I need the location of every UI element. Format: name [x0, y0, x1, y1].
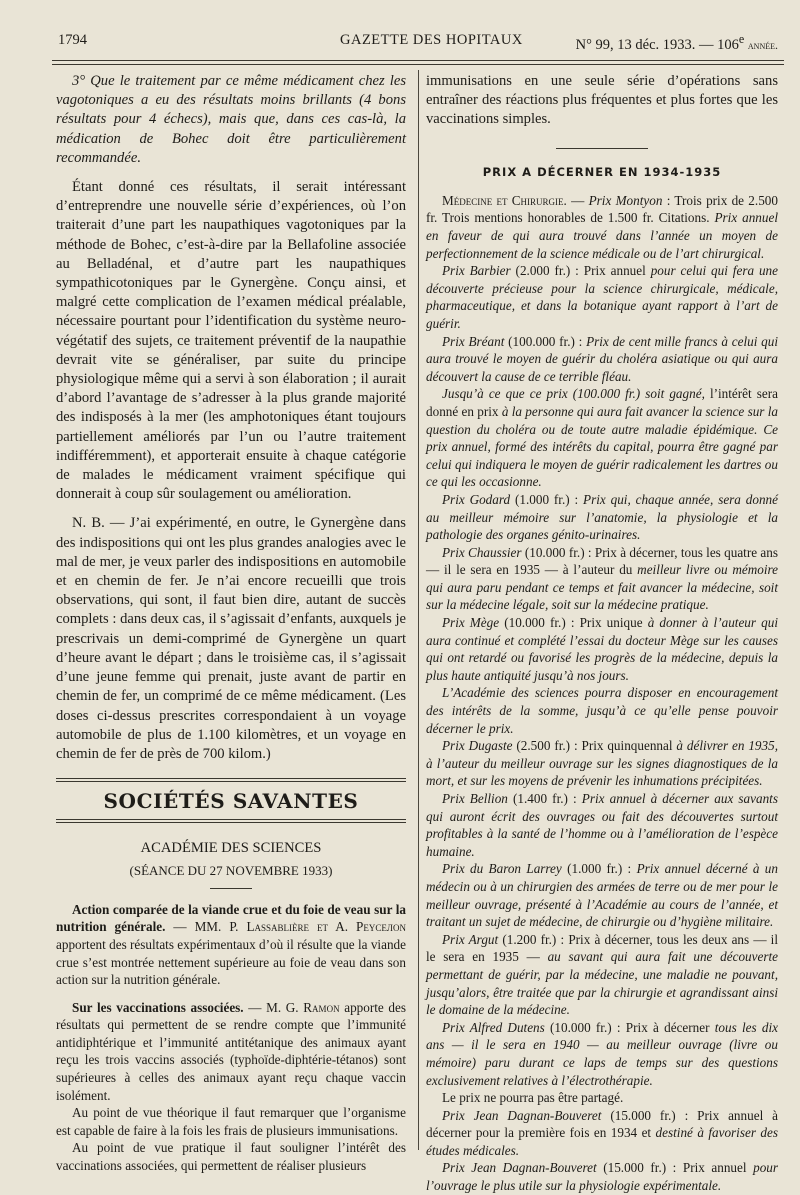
- prix-text: (10.000 fr.) : Prix unique: [499, 615, 648, 631]
- communication-vaccinations-author: Ramon: [303, 999, 340, 1015]
- spacer: [56, 168, 406, 178]
- prix-mege: [426, 614, 778, 684]
- prix-description: Prix qui, chaque année, sera donné au meilleur mémoire sur l’anatomie, la physiologie et la pathologie des organes génito-urinaires.: [426, 491, 778, 543]
- prix-larrey: [426, 860, 778, 930]
- prix-description: à délivrer en 1935, à l’auteur du meilleur ouvrage sur les signes diagnostiques de la mort, et sur les moyens de prévenir les inhumations précipitées.: [426, 738, 778, 789]
- header-rule-bottom: [52, 64, 784, 65]
- prix-text: l’intérêt sera donné en prix: [426, 386, 778, 419]
- conclusion-point-3: [56, 72, 406, 168]
- spacer: [56, 504, 406, 514]
- prix-dagnan-2: [426, 1159, 778, 1194]
- issue-line: [576, 32, 778, 54]
- prix-text: (2.500 fr.) : Prix quinquennal: [512, 738, 677, 754]
- prix-name: Prix Barbier: [442, 263, 511, 279]
- prix-name: Prix Argut: [442, 931, 499, 947]
- prix-argut: [426, 931, 778, 1019]
- communication-viande: [56, 901, 406, 989]
- prix-name: Prix Jean Dagnan-Bouveret: [442, 1107, 602, 1123]
- prix-description: pour l’ouvrage le plus utile sur la physiologie expérimentale.: [426, 1160, 779, 1194]
- left-column: [56, 72, 406, 1175]
- prix-text: (10.000 fr.) : Prix à décerner: [544, 1019, 715, 1035]
- prix-text: : Trois prix de 2.500 fr. Trois mentions honorables de 1.500 fr. Citations.: [426, 192, 778, 226]
- prix-description: Prix annuel à décerner aux savants qui auront écrit des ouvrages ou fait des découvertes surtout profitables à la santé de l’homme ou à l’amélioration de l’espèce humaine.: [426, 791, 778, 859]
- prix-breant: [426, 333, 778, 386]
- prix-mege-encouragement: [426, 684, 778, 737]
- prix-amount: (1.000 fr.) :: [510, 491, 584, 507]
- prix-text: (10.000 fr.) : Prix à décerner, tous les quatre ans — il le sera en 1935 — à l’auteur du: [426, 544, 778, 578]
- prix-heading: PRIX A DÉCERNER EN 1934-1935: [482, 164, 722, 179]
- prix-description: pour celui qui fera une découverte précieuse pour la science chirurgicale, médicale, pharmaceutique, et dans la botanique ayant rapport à l’art de guérir.: [426, 263, 778, 331]
- communication-viande-text: apportent des résultats expérimentaux d’où il résulte que la viande crue s’est montrée nettement supérieure au foie de veau dans son action sur la nutrition générale.: [56, 936, 406, 988]
- page-header: [58, 30, 778, 52]
- prix-description: Prix annuel en faveur de qui aura trouvé dans l’année un moyen de perfectionnement de la science médicale ou de l’art chirurgical.: [426, 210, 778, 261]
- prix-amount: (1.000 fr.) :: [561, 861, 637, 877]
- prix-name: Prix Bellion: [442, 791, 508, 806]
- prix-godard: [426, 491, 778, 544]
- prix-amount: (100.000 fr.) :: [504, 333, 587, 349]
- prix-dugaste: [426, 737, 778, 790]
- prix-dutens-note: Le prix ne pourra pas être partagé.: [442, 1090, 624, 1106]
- prix-dutens: [426, 1019, 778, 1089]
- prix-description: à la personne qui aura fait avancer la science sur la question du choléra ou de toute autre maladie épidémique. Ce prix annuel, formé des intérêts du capital, pourra être gagné par celui qui indiquera le moyen de guérir radicalement les dartres ou ce qui les occasionne.: [426, 403, 778, 490]
- prix-montyon: Médecine et Chirurgie. — Prix Montyon : Trois prix de 2.500 fr. Trois mentions honorables de 1.500 fr. Citations. Prix annuel en faveur de qui aura trouvé dans l’année un moyen de perfectionnement de la science médicale ou de l’art chirurgical.: [426, 192, 778, 261]
- issue-annee: année.: [747, 37, 778, 52]
- journal-title: GAZETTE DES HOPITAUX: [340, 32, 523, 48]
- section-rule-top: [56, 778, 406, 782]
- prix-description: Prix annuel décerné à un médecin ou à un chirurgien des armées de terre ou de mer pour le meilleur ouvrage, présenté à l’Académie au cours de l’année, et traitant un sujet de médecine, de chirurgie ou d’hygiène militaire.: [426, 861, 778, 930]
- communication-viande-authors: P. Lassablière et A. Peyceлon: [229, 919, 406, 935]
- prix-text: (15.000 fr.) : Prix annuel à décerner pour la première fois en 1934 et: [426, 1107, 778, 1141]
- spacer: [56, 989, 406, 999]
- communication-viande-sep: — MM.: [165, 919, 230, 935]
- prix-amount: (1.400 fr.) :: [507, 791, 582, 806]
- academie-heading: ACADÉMIE DES SCIENCES: [140, 840, 322, 857]
- prix-description: destiné à favoriser des études médicales.: [426, 1125, 778, 1158]
- prix-description: L’Académie des sciences pourra disposer en encouragement des intérêts de la somme, jusqu’à ce qu’elle pense pouvoir décerner le prix.: [426, 685, 778, 736]
- short-rule: [210, 888, 252, 889]
- paragraph-theorique: Au point de vue théorique il faut remarquer que l’organisme est capable de faire à la fois les frais de plusieurs immunisations.: [56, 1105, 406, 1138]
- conclusion-point-3-text: 3° Que le traitement par ce même médicament chez les vagotoniques a eu des résultats moins brillants (4 bons résultats pour 4 échecs), mais que, dans ces cas-là, la médication de Bohec doit être particulièrement recommandée.: [56, 73, 406, 166]
- header-rule-top: [52, 60, 784, 61]
- communication-vaccinations-text: apporte des résultats qui permettent de se rendre compte que l’immunité antidiphtérique et l’immunité antitétanique des animaux ayant reçu les trois vaccins associés (typhoïde-diphtérie-tétanos) sont supérieures à celles des animaux ayant reçu chaque vaccin isolément.: [56, 999, 407, 1103]
- paragraph-pratique: Au point de vue pratique il faut souligner l’intérêt des vaccinations associées, qui permettent de réaliser plusieurs: [56, 1140, 406, 1174]
- communication-vaccinations-title: Sur les vaccinations associées.: [72, 999, 244, 1015]
- prix-name: Prix du Baron Larrey: [442, 861, 562, 877]
- prix-description: au savant qui aura fait une découverte permettant de guérir, par la médecine, une maladie ne pouvant, jusqu’alors, être traitée que par la chirurgie et agrandissant ainsi le domaine de la médecine.: [426, 949, 778, 1018]
- prix-name: Prix Chaussier: [442, 544, 522, 560]
- prix-name: Prix Jean Dagnan-Bouveret: [442, 1160, 597, 1176]
- prix-amount: (2.000 fr.) : Prix annuel: [510, 263, 651, 279]
- communication-viande-title: Action comparée de la viande crue et du foie de veau sur la nutrition générale.: [56, 901, 406, 935]
- prix-text: (15.000 fr.) : Prix annuel: [596, 1160, 754, 1176]
- prix-name: Prix Montyon: [588, 192, 663, 208]
- paragraph-nb: N. B. — J’ai expérimenté, en outre, le Gynergène dans des indispositions qui ont les plus grandes analogies avec le mal de mer, je veux parler des indispositions en automobile et en chemin de fer. Je n’ai encore recueilli que trois observations, qui sont, il faut bien dire, autant de succès complets : dans deux cas, il s’agissait d’enfants, auxquels je prescrivais un demi-comprimé de Gynergène un quart d’heure avant le départ ; dans le troisième cas, il s’agissait d’une jeune femme qui prenait, juste avant de partir en chemin de fer, un comprimé de ce même médicament. (Les doses ci-dessus prescrites correspondaient à un voyage automobile de plus de 1.100 kilomètres, et un voyage en chemin de fer de près de 700 kilom.): [56, 515, 406, 762]
- page-number: 1794: [58, 32, 87, 48]
- communication-vaccinations: [56, 999, 406, 1105]
- prix-description: meilleur livre ou mémoire qui aura paru pendant ce temps et fait avancer la médecine, soit sur la médecine légale, soit sur la médecine pratique.: [426, 562, 778, 613]
- prix-description: Prix de cent mille francs à celui qui aura trouvé le moyen de guérir du choléra asiatique ou qui aura découvert la cause de ce terrible fléau.: [426, 333, 778, 384]
- prix-bellion: [426, 790, 778, 860]
- issue-date: N° 99, 13 déc. 1933. — 106: [575, 36, 739, 53]
- paragraph-traitement: Étant donné ces résultats, il serait intéressant d’entreprendre une nouvelle série d’expériences, où l’on traiterait d’une part les naupathiques vagotoniques par la méthode de Bohec, c’est-à-dire par la Bellafoline associée au Belladénal, et d’autre part les naupathiques sympathicotoniques par le Gynergène. Conçu ainsi, et malgré cette complication de l’examen médical préalable, nécessaire pourtant pour l’identification du système neuro-végétatif des sujets, ce traitement préventif de la naupathie devrait vite se généraliser, par suite du principe physiologique même qui a servi à son élaboration ; il aurait d’abord l’avantage de s’adresser à la plus grande majorité des indisposés à la mer (les amphotoniques étant toujours partiellement améliorés par l’un ou l’autre traitement indifféremment), et apporterait ensuite à chaque catégorie de malades le médicament vraiment spécifique qui donnerait à coup sûr soulagement ou amélioration.: [56, 179, 406, 503]
- prix-name: Prix Mège: [442, 615, 500, 631]
- prix-description: Jusqu’à ce que ce prix (100.000 fr.) soit gagné,: [442, 386, 705, 402]
- communication-vaccinations-sep: — M. G.: [243, 999, 304, 1015]
- paragraph-immunisations: immunisations en une seule série d’opérations sans entraîner des réactions plus fréquentes et plus fortes que les vaccinations simples.: [426, 73, 778, 128]
- prix-description: à donner à l’auteur qui aura continué et complété l’essai du docteur Mège sur les causes qui ont retardé ou favorisé les progrès de la médecine, depuis la plus haute antiquité jusqu’à nos jours.: [426, 615, 778, 683]
- prix-description: tous les dix ans — il le sera en 1940 — au meilleur ouvrage (livre ou mémoire) paru durant ce laps de temps sur des questions exclusivement relatives à l’électrothérapie.: [426, 1019, 778, 1088]
- prix-name: Prix Dugaste: [442, 738, 513, 754]
- prix-barbier: [426, 262, 778, 332]
- prix-text: (1.200 fr.) : Prix à décerner, tous les deux ans — il le sera en 1935 —: [426, 931, 778, 965]
- section-rule-bottom: [56, 819, 406, 823]
- seance-date: (SÉANCE DU 27 NOVEMBRE 1933): [129, 862, 333, 878]
- section-title: SOCIÉTÉS SAVANTES: [103, 789, 359, 814]
- prix-name: Prix Bréant: [442, 333, 505, 349]
- prix-category: Médecine et Chirurgie.: [442, 192, 567, 208]
- right-column: [426, 72, 778, 1195]
- prix-dagnan-1: [426, 1107, 778, 1160]
- issue-sup: e: [738, 32, 745, 46]
- prix-breant-interet: [426, 385, 778, 491]
- prix-chaussier: [426, 544, 778, 614]
- prix-rule: [556, 148, 648, 149]
- prix-name: Prix Alfred Dutens: [442, 1019, 545, 1035]
- column-divider: [418, 70, 419, 1150]
- prix-name: Prix Godard: [442, 491, 511, 507]
